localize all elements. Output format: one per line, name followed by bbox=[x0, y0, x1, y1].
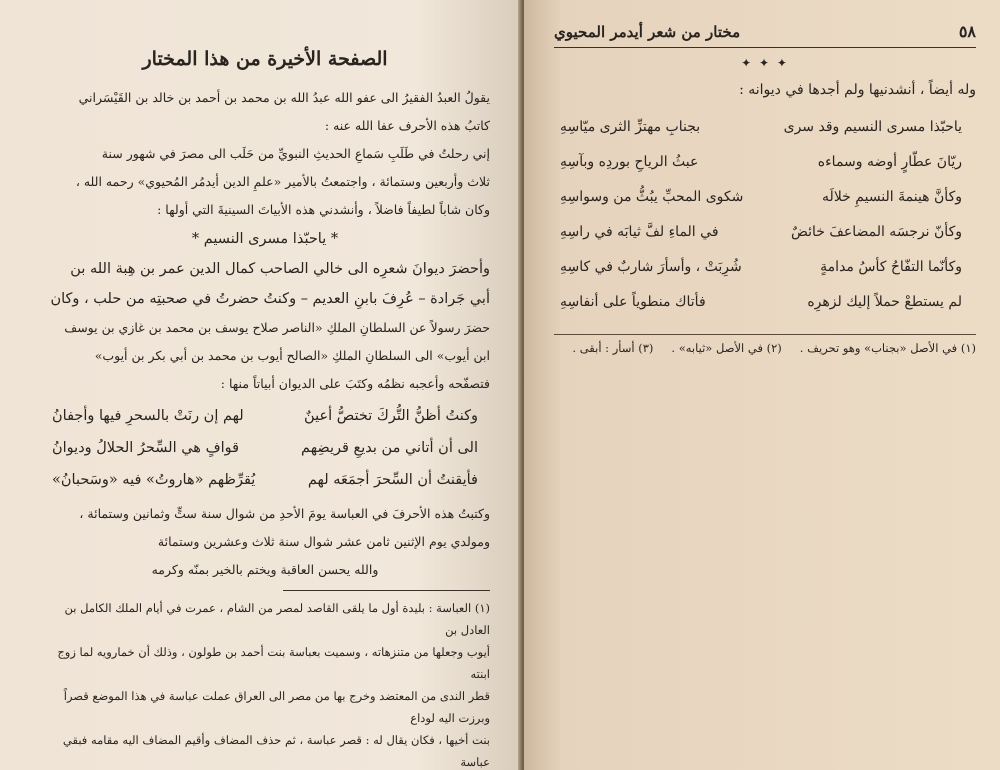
poem-intro: وله أيضاً ، أنشدنيها ولم أجدها في ديوانه : bbox=[739, 82, 976, 98]
closing-line: وكتبتُ هذه الأحرفَ في العباسة يومَ الأحدِ من شوال سنة ستٍّ وثمانين وستمائة ، bbox=[79, 506, 490, 521]
verse-hemistich: يُقرِّظهم «هاروتُ» فيه «وسَحبانُ» bbox=[52, 472, 256, 488]
footnote-line: قطر الندى من المعتضد وخرج بها من مصر الى العراق عملت عباسة في هذا الموضع قصراً وبرزت اليه لوداع bbox=[63, 689, 490, 725]
narrative-line: حضرَ رسولاً عن السلطانِ الملكِ «الناصر صلاح يوسف بن محمد بن غازي بن يوسف bbox=[64, 320, 490, 335]
narrative-line: وأحضرَ ديوانَ شعرِه الى خالي الصاحب كمال الدين عمر بن هِبة الله بن bbox=[70, 261, 490, 277]
verse-row bbox=[554, 180, 976, 215]
verse-row bbox=[40, 432, 490, 464]
right-page bbox=[524, 0, 1000, 770]
intro-line: إني رحلتُ في طَلَبِ سَماعِ الحديثِ النبويِّ من حَلَب الى مصرَ في شهور سنة bbox=[101, 146, 490, 161]
closing-line: والله يحسن العاقبة ويختم بالخير بمنّه وكرمه bbox=[151, 562, 379, 577]
narrative-line: أبي جَرادة – عُرِفَ بابنِ العديم – وكنتُ حضرتُ في صحبتِه من حلب ، وكان bbox=[50, 291, 490, 307]
verse-row bbox=[554, 215, 976, 250]
verse-row bbox=[554, 250, 976, 285]
verse-block bbox=[40, 400, 490, 496]
verse-hemistich: وكأنّ نرجسَه المضاعفَ خائضٌ bbox=[790, 224, 962, 240]
verse-hemistich: شُرِبَتْ ، وأسأرَ شاربٌ في كاسِهِ bbox=[560, 259, 742, 275]
verse-hemistich: قوافٍ هي السِّحرُ الحلالُ وديوانُ bbox=[52, 440, 240, 456]
verse-hemistich: وكأنَّ هينمةَ النسيمِ خلالَه bbox=[822, 189, 962, 205]
page-number: ٥٨ bbox=[958, 22, 976, 41]
verse-hemistich: بجنابِ مهتزِّ الثرى ميّاسِهِ bbox=[560, 119, 701, 135]
running-head-title: مختار من شعر أيدمر المحيوي bbox=[554, 23, 741, 41]
first-line-quote: * ياحبّذا مسرى النسيم * bbox=[191, 231, 339, 247]
verse-hemistich: لهم إن رنَتْ بالسحرِ فيها وأجفانُ bbox=[52, 408, 244, 424]
closing-line: ومولدي يوم الإثنين ثامن عشر شوال سنة ثلاث وعشرين وستمائة bbox=[157, 534, 490, 549]
footnote-divider bbox=[283, 590, 490, 591]
section-ornament: ✦ ✦ ✦ bbox=[741, 56, 789, 70]
footnote-line: (١) العباسة : بليدة أول ما يلقى القاصد لمصر من الشام ، عمرت في أيام الملك الكامل بن العادل بن bbox=[64, 601, 490, 637]
verse-hemistich: فأيقنتُ أن السِّحرَ أجمَعَه لهم bbox=[307, 472, 478, 488]
verse-row bbox=[40, 400, 490, 432]
intro-line: يقولُ العبدُ الفقيرُ الى عفو الله عبدُ الله بن محمد بن أحمد بن خالد بن القَيْسَراني bbox=[78, 90, 490, 105]
footnote: (٢) في الأصل «ثيابه» . bbox=[671, 341, 782, 355]
verse-row bbox=[554, 145, 976, 180]
intro-line: كاتبُ هذه الأحرف عفا الله عنه : bbox=[324, 118, 490, 133]
verse-row bbox=[554, 110, 976, 145]
footnote-line: بنت أخيها ، فكان يقال له : قصر عباسة ، ثم حذف المضاف وأقيم المضاف اليه مقامه فبقي عباسة bbox=[62, 733, 490, 769]
verse-hemistich: وكنتُ أظنُّ التُّركَ تختصُّ أعينٌ bbox=[304, 408, 478, 424]
footnote: (٣) أسأر : أبقى . bbox=[572, 341, 654, 355]
verse-hemistich: فأتاك منطوياً على أنفاسِهِ bbox=[560, 294, 706, 310]
verse-hemistich: ريّانَ عطّارٍ أوضه وسماءه bbox=[817, 154, 962, 170]
narrative-line: ابن أيوب» الى السلطانِ الملكِ «الصالح أيوب بن محمد بن أبي بكر بن أيوب» bbox=[94, 348, 490, 363]
footnote: (١) في الأصل «بجناب» وهو تحريف . bbox=[799, 341, 976, 355]
verse-hemistich: وكأنّما التفّاحُ كأسُ مدامةٍ bbox=[820, 259, 962, 275]
verse-hemistich: ياحبّذا مسرى النسيم وقد سرى bbox=[783, 119, 962, 135]
verse-hemistich: شكوى المحبِّ يبُثُّ من وسواسِهِ bbox=[560, 189, 744, 205]
verse-row bbox=[554, 285, 976, 320]
verse-hemistich: لم يستطعْ حملاً إليك لزهرِه bbox=[807, 294, 962, 310]
footnotes bbox=[554, 334, 976, 355]
running-header bbox=[554, 22, 976, 48]
page-title: الصفحة الأخيرة من هذا المختار bbox=[142, 48, 388, 70]
poem-block bbox=[554, 110, 976, 320]
verse-hemistich: عبثُ الرياحِ بوردِه وبآسِهِ bbox=[560, 154, 699, 170]
verse-hemistich: الى أن أتاني من بديعِ قريضِهم bbox=[301, 440, 478, 456]
intro-line: ثلاث وأربعين وستمائة ، واجتمعتُ بالأمير «علمِ الدين أيدمُر المُحيوي» رحمه الله ، bbox=[75, 174, 490, 189]
verse-hemistich: في الماءِ لفَّ ثيابَه في راسِهِ bbox=[560, 224, 719, 240]
footnote-line: أيوب وجعلها من متنزهاته ، وسميت بعباسة بنت أحمد بن طولون ، وذلك أن خمارويه لما زوج ابنته bbox=[57, 645, 490, 681]
verse-row bbox=[40, 464, 490, 496]
intro-line: وكان شاباً لطيفاً فاضلاً ، وأنشدني هذه الأبياتَ السينيةَ التي أولها : bbox=[157, 202, 490, 217]
narrative-line: فتصفّحه وأعجبه نظمُه وكتَبَ على الديوان أبياتاً منها : bbox=[220, 376, 490, 391]
